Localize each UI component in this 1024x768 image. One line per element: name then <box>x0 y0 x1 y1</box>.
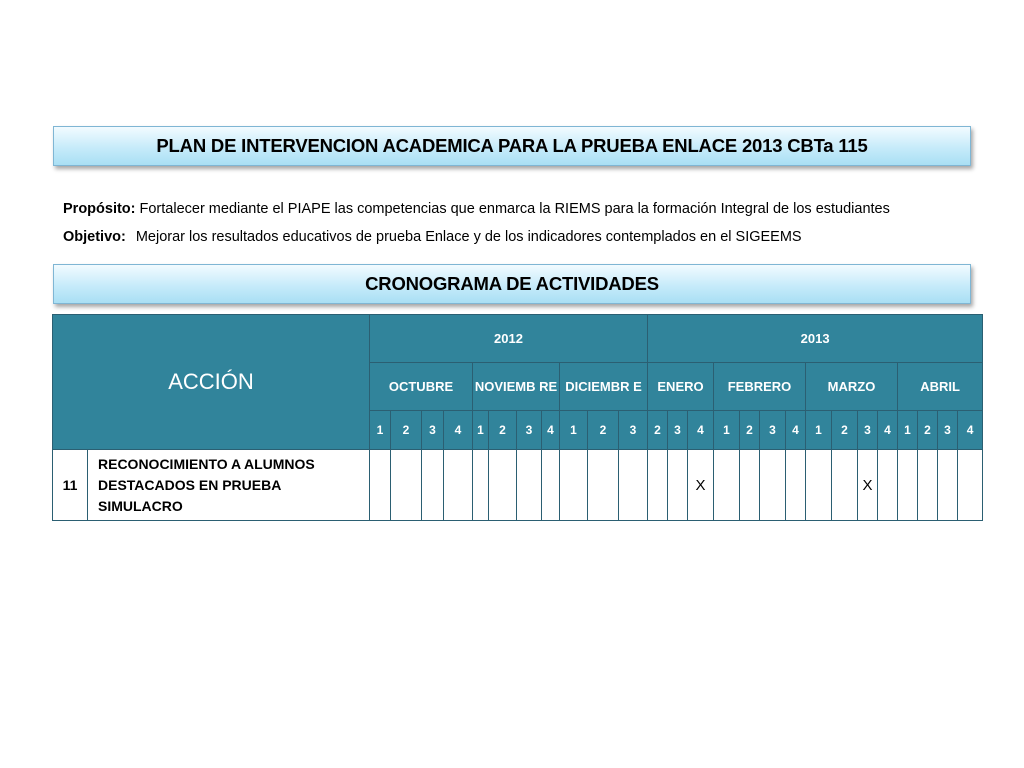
week-cell <box>832 450 858 521</box>
week-cell <box>918 450 938 521</box>
week-cell-marked: X <box>688 450 714 521</box>
month-header: MARZO <box>806 363 898 411</box>
week-cell-marked: X <box>858 450 878 521</box>
accion-header: ACCIÓN <box>53 315 370 450</box>
week-header: 2 <box>489 411 517 450</box>
week-cell <box>422 450 444 521</box>
objetivo-text: Mejorar los resultados educativos de prueba Enlace y de los indicadores contemplados en el SIGEEMS <box>135 229 802 245</box>
proposito-text: Fortalecer mediante el PIAPE las competencias que enmarca la RIEMS para la formación Integral de los estudiantes <box>139 201 890 217</box>
week-header: 4 <box>958 411 983 450</box>
title-banner <box>53 126 971 166</box>
week-header: 3 <box>668 411 688 450</box>
week-header: 3 <box>760 411 786 450</box>
week-header: 2 <box>740 411 760 450</box>
week-header: 4 <box>688 411 714 450</box>
week-cell <box>619 450 648 521</box>
action-number: 11 <box>53 450 88 521</box>
objetivo-label: Objetivo: <box>63 229 126 245</box>
cronograma-banner <box>53 264 971 304</box>
month-header: ENERO <box>648 363 714 411</box>
week-header: 3 <box>517 411 542 450</box>
week-cell <box>898 450 918 521</box>
week-header: 3 <box>938 411 958 450</box>
week-header: 2 <box>648 411 668 450</box>
cronograma-title: CRONOGRAMA DE ACTIVIDADES <box>365 273 659 294</box>
week-cell <box>542 450 560 521</box>
week-header: 2 <box>391 411 422 450</box>
week-cell <box>473 450 489 521</box>
week-cell <box>444 450 473 521</box>
week-header: 4 <box>786 411 806 450</box>
year-header-2012: 2012 <box>370 315 648 363</box>
week-header: 1 <box>560 411 588 450</box>
week-header: 3 <box>619 411 648 450</box>
week-header: 1 <box>370 411 391 450</box>
week-cell <box>786 450 806 521</box>
week-cell <box>588 450 619 521</box>
page-title: PLAN DE INTERVENCION ACADEMICA PARA LA PRUEBA ENLACE 2013 CBTa 115 <box>156 135 868 156</box>
week-cell <box>668 450 688 521</box>
week-cell <box>878 450 898 521</box>
table-row <box>53 450 983 521</box>
week-header: 1 <box>806 411 832 450</box>
week-cell <box>806 450 832 521</box>
week-cell <box>760 450 786 521</box>
week-cell <box>560 450 588 521</box>
week-header: 1 <box>473 411 489 450</box>
week-header: 2 <box>832 411 858 450</box>
week-header: 4 <box>542 411 560 450</box>
month-header: NOVIEMB RE <box>473 363 560 411</box>
week-cell <box>740 450 760 521</box>
week-cell <box>714 450 740 521</box>
month-header: OCTUBRE <box>370 363 473 411</box>
week-header: 4 <box>444 411 473 450</box>
week-cell <box>517 450 542 521</box>
week-header: 2 <box>588 411 619 450</box>
week-cell <box>489 450 517 521</box>
proposito-label: Propósito: <box>63 201 136 217</box>
action-description: RECONOCIMIENTO A ALUMNOS DESTACADOS EN PRUEBA SIMULACRO <box>88 450 370 521</box>
week-header: 3 <box>422 411 444 450</box>
week-header: 1 <box>714 411 740 450</box>
objetivo-line <box>63 229 802 245</box>
month-header: ABRIL <box>898 363 983 411</box>
year-header-2013: 2013 <box>648 315 983 363</box>
week-cell <box>938 450 958 521</box>
week-header: 1 <box>898 411 918 450</box>
week-cell <box>958 450 983 521</box>
month-header: DICIEMBR E <box>560 363 648 411</box>
week-cell <box>370 450 391 521</box>
proposito-line <box>63 201 890 217</box>
week-header: 2 <box>918 411 938 450</box>
week-header: 3 <box>858 411 878 450</box>
week-cell <box>391 450 422 521</box>
week-cell <box>648 450 668 521</box>
week-header: 4 <box>878 411 898 450</box>
schedule-table <box>52 314 983 521</box>
month-header: FEBRERO <box>714 363 806 411</box>
